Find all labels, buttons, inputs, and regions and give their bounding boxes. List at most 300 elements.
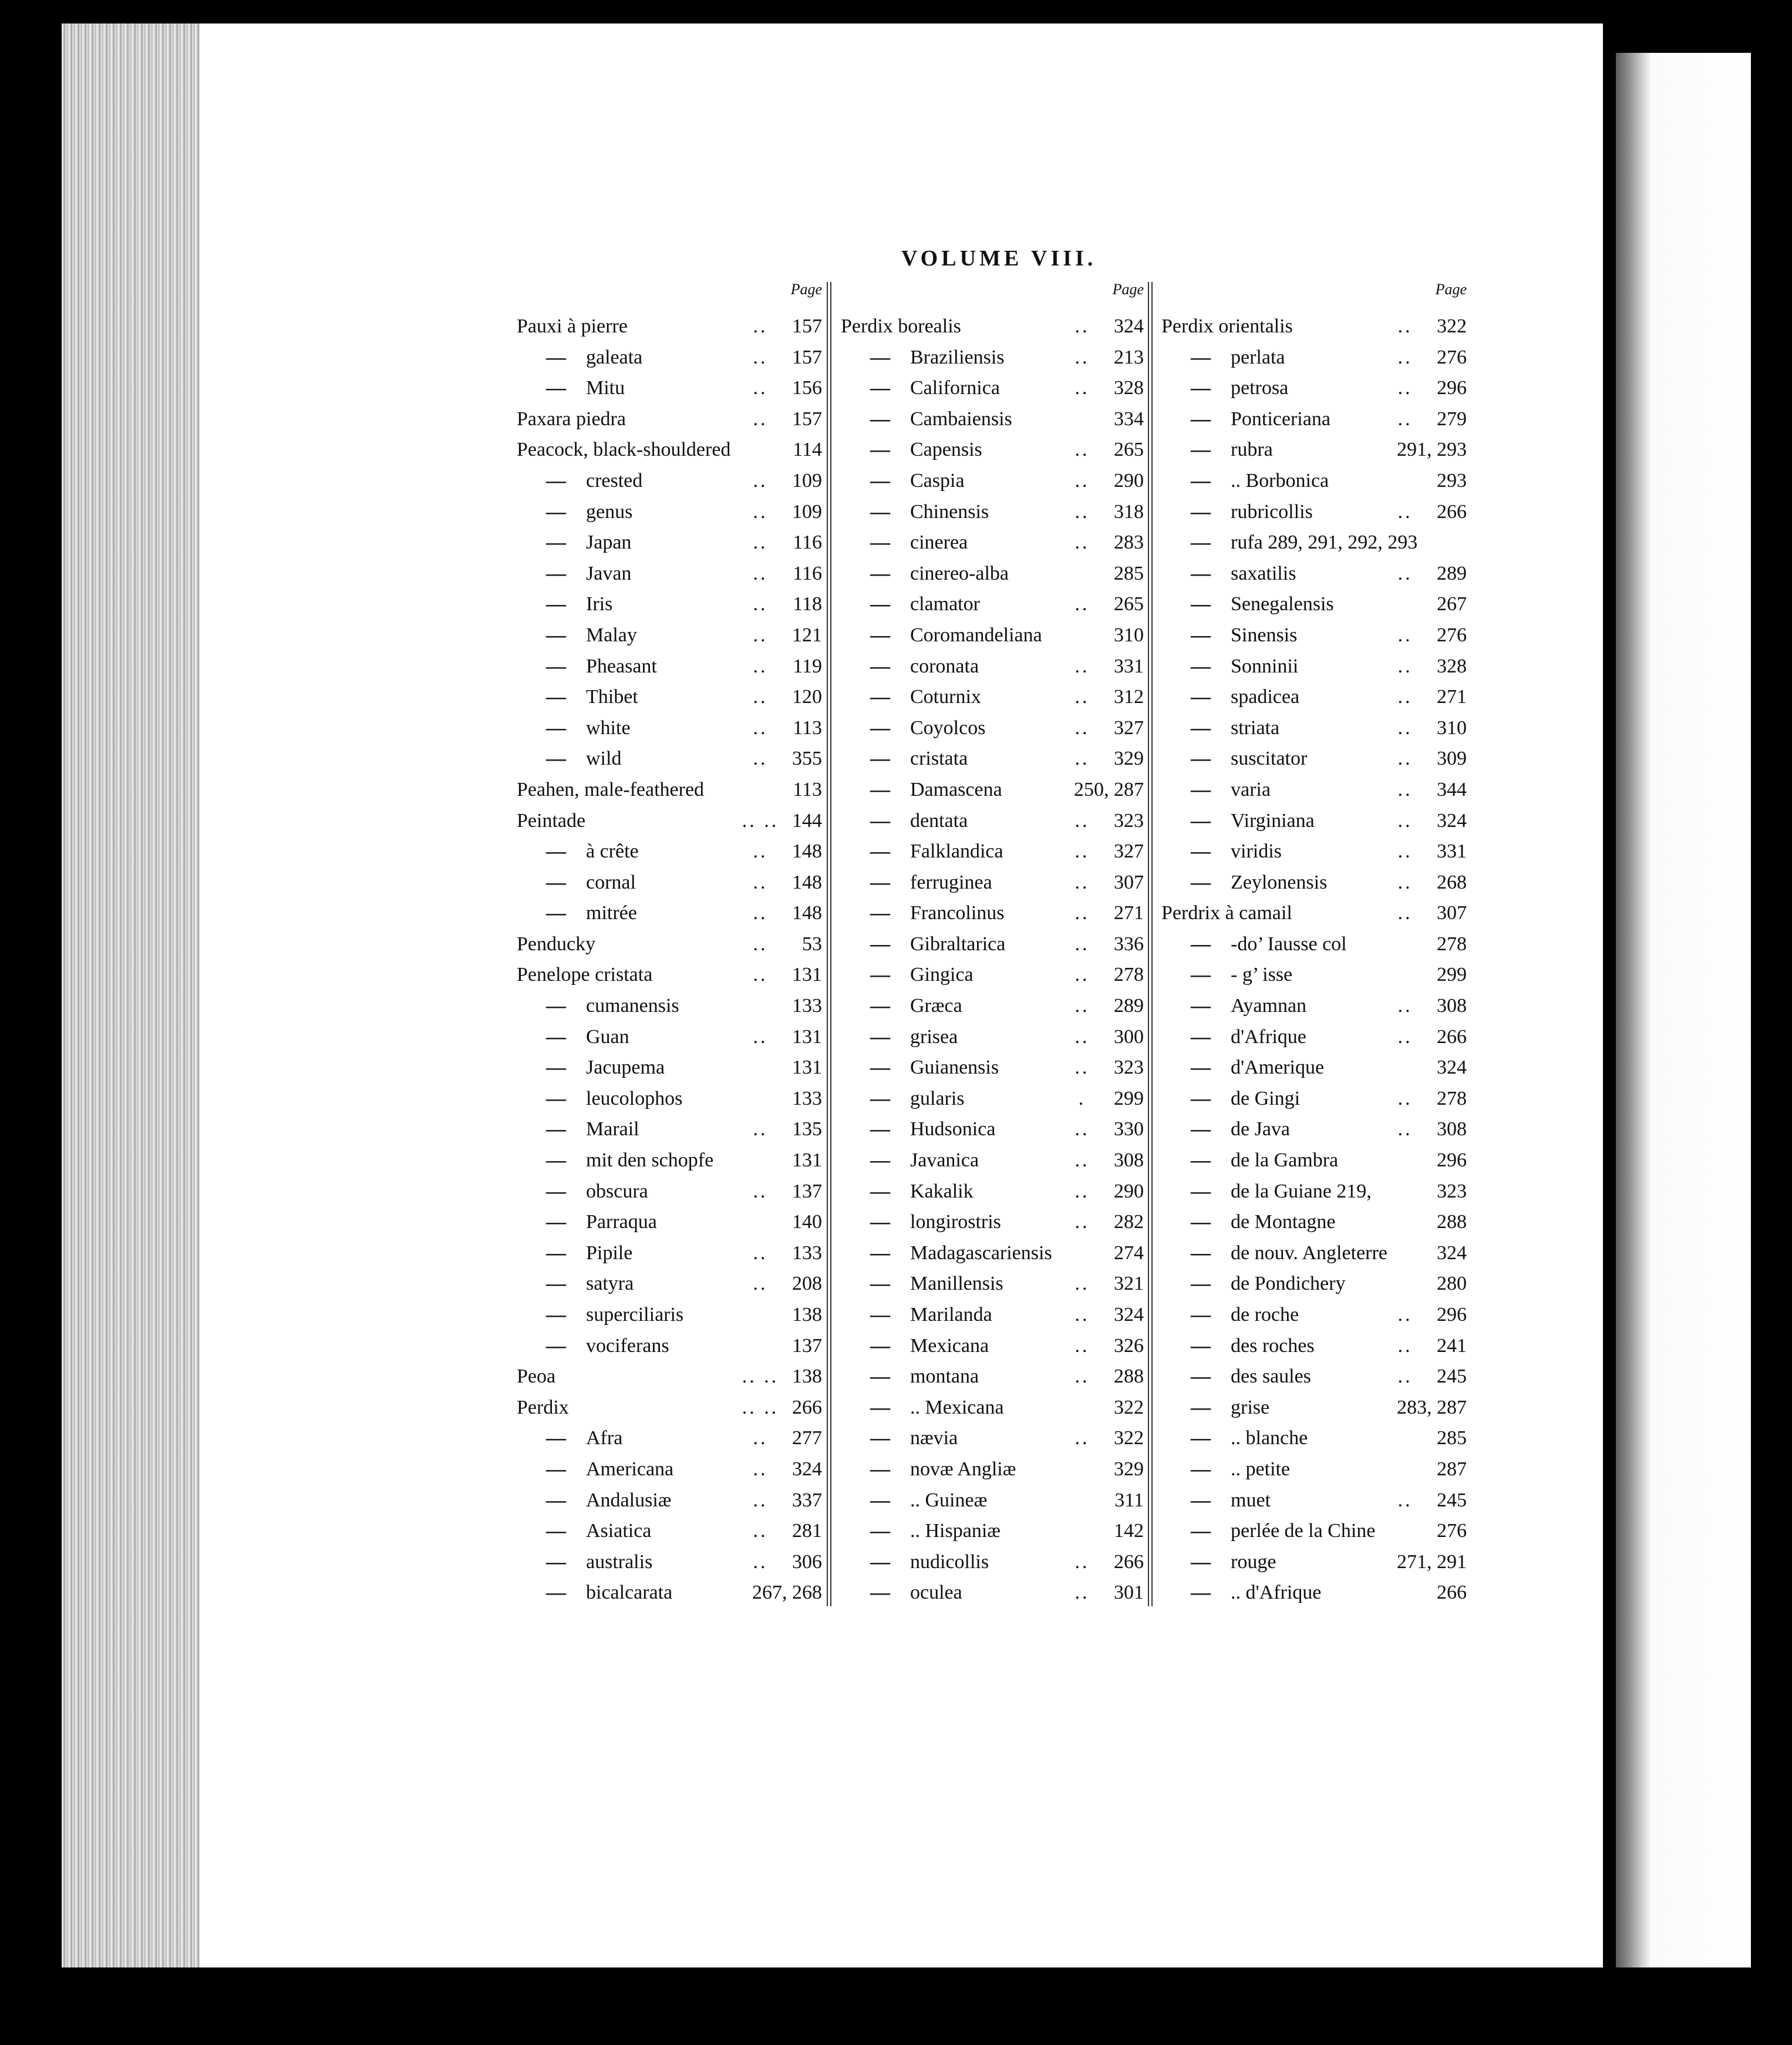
index-entry: [1161, 713, 1467, 744]
entry-term: — Zeylonensis: [1161, 867, 1327, 899]
entry-term: — novæ Angliæ: [841, 1454, 1016, 1485]
entry-term: — de la Gambra: [1161, 1145, 1338, 1176]
dot-leader: ..: [753, 500, 768, 523]
index-entry: [841, 1578, 1144, 1609]
entry-term: — oculea: [841, 1578, 962, 1609]
entry-term: Penducky: [517, 933, 596, 955]
index-entry: [517, 1207, 822, 1238]
page-number: 296: [1437, 377, 1467, 399]
entry-term: — -do’ Iausse col: [1161, 929, 1347, 960]
dot-leader: ..: [753, 1458, 768, 1480]
entry-term: — Ayamnan: [1161, 991, 1306, 1022]
adjacent-page-edge: [1616, 53, 1751, 1967]
index-entry: [517, 1485, 822, 1516]
dot-leader: ..: [753, 469, 768, 492]
page-number: 289: [1114, 995, 1144, 1017]
page-number: 271: [1437, 686, 1467, 708]
index-entry: [841, 435, 1144, 466]
index-entry: [1161, 466, 1467, 497]
dot-leader: ..: [1397, 871, 1413, 893]
page-number: 299: [1114, 1087, 1144, 1109]
index-column-2: [841, 276, 1144, 1606]
entry-term: — Damascena: [841, 775, 1002, 806]
dot-leader: ..: [753, 1550, 768, 1573]
dot-leader: ..: [753, 1520, 768, 1542]
entry-term: — .. Guineæ: [841, 1485, 987, 1516]
page-number: 53: [802, 933, 822, 955]
index-entry: [1161, 1300, 1467, 1331]
dot-leader: ..: [753, 562, 768, 584]
page-number: 278: [1114, 964, 1144, 986]
dot-leader: ..: [1397, 995, 1413, 1017]
page-number: 131: [792, 964, 822, 986]
page-number: 281: [792, 1520, 822, 1542]
page-number: 288: [1437, 1211, 1467, 1233]
page-number: 266: [1437, 1025, 1467, 1048]
index-entry: [841, 1176, 1144, 1208]
entry-term: — nudicollis: [841, 1547, 989, 1578]
entry-term: — muet: [1161, 1485, 1271, 1516]
index-entry: [517, 404, 822, 435]
index-entry: [841, 559, 1144, 590]
entry-term: — Afra: [517, 1423, 622, 1454]
dot-leader: ..: [753, 964, 768, 986]
index-entry: [517, 1022, 822, 1053]
dot-leader: ..: [753, 1273, 768, 1295]
dot-leader: ..: [1397, 1365, 1413, 1388]
index-column-1: [517, 276, 822, 1606]
index-entry: [517, 651, 822, 682]
index-entry: [1161, 1145, 1467, 1176]
page-number: 308: [1437, 995, 1467, 1017]
dot-leader: ..: [1074, 964, 1090, 986]
entry-term: — Ponticeriana: [1161, 404, 1330, 435]
dot-leader: ..: [1397, 408, 1413, 430]
page-number: 113: [793, 778, 822, 800]
index-entry: [517, 373, 822, 404]
entry-term: — Californica: [841, 373, 1000, 404]
index-entry: [1161, 404, 1467, 435]
entry-term: — spadicea: [1161, 682, 1299, 713]
page-number: 276: [1437, 1520, 1467, 1542]
entry-term: — cinereo-alba: [841, 559, 1009, 590]
dot-leader: ..: [1074, 809, 1090, 832]
entry-term: Pauxi à pierre: [517, 315, 628, 337]
page-number: 265: [1114, 439, 1144, 461]
dot-leader: ..: [753, 1180, 768, 1202]
dot-leader: ..: [1074, 593, 1090, 615]
dot-leader: ..: [1397, 1118, 1413, 1141]
page-column-header: Page: [790, 281, 822, 298]
entry-term: — Cambaiensis: [841, 404, 1012, 435]
dot-leader: ..: [1074, 1550, 1090, 1573]
entry-term: — Marail: [517, 1114, 639, 1145]
entry-term: — Sinensis: [1161, 620, 1297, 651]
page-number: 324: [1114, 315, 1144, 337]
page-number: 148: [792, 840, 822, 863]
dot-leader: ..: [753, 933, 768, 955]
page-number: 296: [1437, 1149, 1467, 1172]
index-entry: [841, 1331, 1144, 1362]
entry-term: — Senegalensis: [1161, 589, 1334, 620]
dot-leader: ..: [1074, 1365, 1090, 1388]
entry-term: — Gingica: [841, 960, 974, 991]
page-number: 310: [1114, 624, 1144, 646]
entry-term: — longirostris: [841, 1207, 1001, 1238]
entry-term: — Mitu: [517, 373, 625, 404]
page-number: 119: [793, 655, 822, 677]
dot-leader: ..: [1397, 1489, 1413, 1511]
entry-term: — .. Hispaniæ: [841, 1516, 1001, 1547]
dot-leader: .: [1078, 1087, 1086, 1109]
page-number: 131: [792, 1057, 822, 1079]
dot-leader: ..: [1397, 315, 1413, 337]
page-number: 266: [1437, 500, 1467, 523]
index-entry: [841, 620, 1144, 651]
index-entry: [841, 466, 1144, 497]
index-entry: [517, 713, 822, 744]
entry-term: — Falklandica: [841, 836, 1003, 867]
dot-leader: ..: [1074, 1304, 1090, 1326]
dot-leader: ..: [1397, 717, 1413, 739]
index-entry: [841, 1022, 1144, 1053]
page-number: 307: [1437, 902, 1467, 924]
entry-term: — Mexicana: [841, 1331, 989, 1362]
index-entry: [1161, 527, 1467, 559]
entry-term: — genus: [517, 497, 632, 528]
entry-term: Perdix borealis: [841, 315, 961, 337]
dot-leader: ..: [1397, 655, 1413, 677]
page-number: 157: [792, 408, 822, 430]
page-number: 278: [1437, 933, 1467, 955]
dot-leader: ..: [753, 1242, 768, 1264]
dot-leader: ..: [753, 871, 768, 893]
index-entry: [1161, 960, 1467, 991]
index-entry: [841, 775, 1144, 806]
index-entry: [841, 651, 1144, 682]
page-number: 323: [1114, 809, 1144, 832]
index-entry: [841, 713, 1144, 744]
index-entry: [1161, 775, 1467, 806]
index-entry: [1161, 1331, 1467, 1362]
index-entry: [1161, 1238, 1467, 1269]
entry-term: — Iris: [517, 589, 612, 620]
page-number: 307: [1114, 871, 1144, 893]
index-entry: [1161, 1114, 1467, 1145]
page-number: 118: [793, 593, 822, 615]
index-entry: [517, 1331, 822, 1362]
page-number: 337: [792, 1489, 822, 1511]
dot-leader: ..: [1397, 809, 1413, 832]
entry-term: — wild: [517, 744, 621, 775]
index-entry: [841, 867, 1144, 899]
index-entry: [1161, 1454, 1467, 1485]
index-entry: [841, 1052, 1144, 1084]
index-entry: [1161, 651, 1467, 682]
page-number: 310: [1437, 717, 1467, 739]
entry-term: — Japan: [517, 527, 631, 559]
entry-term: — Thibet: [517, 682, 638, 713]
page-number: 309: [1437, 748, 1467, 770]
index-entry: [517, 1454, 822, 1485]
dot-leader: ..: [1074, 686, 1090, 708]
entry-term: — leucolophos: [517, 1084, 682, 1115]
index-entry: [517, 806, 822, 837]
page-number: 324: [792, 1458, 822, 1480]
dot-leader: ..: [1074, 1025, 1090, 1048]
entry-term: — de la Guiane 219,: [1161, 1176, 1372, 1208]
index-entry: [1161, 311, 1467, 342]
entry-term: — Guianensis: [841, 1052, 999, 1084]
page-number: 330: [1114, 1118, 1144, 1141]
entry-term: Peintade: [517, 809, 586, 832]
dot-leader: ..: [1074, 1582, 1090, 1604]
dot-leader: ..: [753, 717, 768, 739]
dot-leader: ..: [1074, 377, 1090, 399]
page-number: 308: [1437, 1118, 1467, 1141]
page-number: 329: [1114, 748, 1144, 770]
entry-term: — ferruginea: [841, 867, 992, 899]
entry-term: — australis: [517, 1547, 652, 1578]
page-number: 135: [792, 1118, 822, 1141]
index-entry: [517, 1516, 822, 1547]
entry-term: — galeata: [517, 342, 642, 374]
entry-term: — Jacupema: [517, 1052, 665, 1084]
dot-leader: ..: [1074, 1427, 1090, 1449]
dot-leader: ..: [1074, 1273, 1090, 1295]
entry-term: — Parraqua: [517, 1207, 657, 1238]
dot-leader: ..: [753, 1118, 768, 1141]
dot-leader: ..: [1074, 655, 1090, 677]
page-number: 144: [792, 809, 822, 832]
page-number: 208: [792, 1273, 822, 1295]
entry-term: — .. d'Afrique: [1161, 1578, 1321, 1609]
page-number: 114: [793, 439, 822, 461]
dot-leader: ..: [753, 1427, 768, 1449]
dot-leader: ..: [753, 315, 768, 337]
page-number: 283: [1114, 532, 1144, 554]
page-number: 271: [1114, 902, 1144, 924]
page-number: 266: [1114, 1550, 1144, 1573]
page-number: 142: [1114, 1520, 1144, 1542]
page-number: 148: [792, 871, 822, 893]
dot-leader: ..: [753, 1489, 768, 1511]
entry-term: — mitrée: [517, 898, 637, 929]
index-entry: [1161, 559, 1467, 590]
entry-term: Penelope cristata: [517, 964, 653, 986]
index-entry: [517, 1423, 822, 1454]
page-number: 289: [1437, 562, 1467, 584]
entry-term: — Manillensis: [841, 1269, 1003, 1300]
index-entry: [517, 1238, 822, 1269]
page-number: 266: [792, 1396, 822, 1418]
index-entry: [1161, 497, 1467, 528]
page-number: 288: [1114, 1365, 1144, 1388]
page-number: 344: [1437, 778, 1467, 800]
index-entry: [517, 342, 822, 374]
entry-term: — suscitator: [1161, 744, 1307, 775]
index-entry: [1161, 867, 1467, 899]
page-number: 157: [792, 315, 822, 337]
page-number: 138: [792, 1365, 822, 1388]
page-number: 324: [1114, 1304, 1144, 1326]
index-entry: [517, 682, 822, 713]
book-page-edges: [62, 23, 203, 1967]
index-entry: [1161, 1547, 1467, 1578]
dot-leader: .. ..: [742, 1365, 779, 1388]
dot-leader: ..: [1397, 1304, 1413, 1326]
dot-leader: ..: [1397, 562, 1413, 584]
page-number: 133: [792, 1242, 822, 1264]
page-number: 322: [1114, 1427, 1144, 1449]
page-number: 245: [1437, 1489, 1467, 1511]
page-number: 109: [792, 500, 822, 523]
index-entry: [517, 991, 822, 1022]
index-entry: [841, 311, 1144, 342]
page-number: 116: [793, 532, 822, 554]
dot-leader: ..: [1074, 346, 1090, 368]
entry-term: — saxatilis: [1161, 559, 1296, 590]
index-entry: [1161, 806, 1467, 837]
dot-leader: ..: [1397, 778, 1413, 800]
entry-term: — Chinensis: [841, 497, 989, 528]
index-entry: [1161, 1393, 1467, 1424]
index-entry: [841, 929, 1144, 960]
entry-term: — Caspia: [841, 466, 965, 497]
index-entry: [1161, 373, 1467, 404]
index-entry: [1161, 1052, 1467, 1084]
page-number: 138: [792, 1304, 822, 1326]
entry-term: — Pheasant: [517, 651, 657, 682]
entry-term: — Gibraltarica: [841, 929, 1005, 960]
entry-term: — superciliaris: [517, 1300, 683, 1331]
entry-term: — cinerea: [841, 527, 968, 559]
index-entry: [517, 775, 822, 806]
page-number: 290: [1114, 469, 1144, 492]
page-number: 276: [1437, 624, 1467, 646]
page-number: 323: [1114, 1057, 1144, 1079]
index-entry: [841, 1238, 1144, 1269]
dot-leader: ..: [1074, 995, 1090, 1017]
dot-leader: ..: [1074, 1057, 1090, 1079]
volume-title: VOLUME VIII.: [901, 246, 1097, 271]
entry-term: — rubra: [1161, 435, 1273, 466]
index-entry: [1161, 1516, 1467, 1547]
page-number: 121: [792, 624, 822, 646]
page-number: 265: [1114, 593, 1144, 615]
index-entry: [841, 1547, 1144, 1578]
dot-leader: .. ..: [742, 1396, 779, 1418]
index-entry: [517, 929, 822, 960]
entry-term: — petrosa: [1161, 373, 1288, 404]
entry-term: — de roche: [1161, 1300, 1299, 1331]
entry-term: — Javan: [517, 559, 631, 590]
entry-term: — montana: [841, 1361, 979, 1393]
entry-term: — de Montagne: [1161, 1207, 1335, 1238]
entry-term: — crested: [517, 466, 642, 497]
index-entry: [841, 836, 1144, 867]
entry-term: — Kakalik: [841, 1176, 974, 1208]
dot-leader: ..: [753, 593, 768, 615]
page-number: 276: [1437, 346, 1467, 368]
index-entry: [1161, 1423, 1467, 1454]
entry-term: — Græca: [841, 991, 962, 1022]
dot-leader: ..: [1397, 500, 1413, 523]
entry-term: — Andalusiæ: [517, 1485, 671, 1516]
index-entry: [1161, 620, 1467, 651]
entry-term: — à crête: [517, 836, 639, 867]
entry-term: — rouge: [1161, 1547, 1276, 1578]
entry-term: — grise: [1161, 1393, 1269, 1424]
entry-term: — perlata: [1161, 342, 1285, 374]
entry-term: — Virginiana: [1161, 806, 1315, 837]
entry-term: — coronata: [841, 651, 979, 682]
entry-term: — Marilanda: [841, 1300, 992, 1331]
dot-leader: ..: [753, 686, 768, 708]
page-number: 156: [792, 377, 822, 399]
dot-leader: ..: [1074, 1149, 1090, 1172]
index-column-3: [1161, 276, 1467, 1606]
dot-leader: ..: [1074, 717, 1090, 739]
index-entry: [517, 559, 822, 590]
index-entry: [841, 342, 1144, 374]
entry-term: — cornal: [517, 867, 636, 899]
page-number: 293: [1437, 469, 1467, 492]
entry-term: — bicalcarata: [517, 1578, 672, 1609]
index-entry: [1161, 1361, 1467, 1393]
dot-leader: ..: [1397, 377, 1413, 399]
page-number: 131: [792, 1025, 822, 1048]
page-number: 326: [1114, 1334, 1144, 1357]
index-entry: [1161, 898, 1467, 929]
page-number: 327: [1114, 717, 1144, 739]
dot-leader: ..: [1397, 624, 1413, 646]
page-number: 213: [1114, 346, 1144, 368]
index-entry: [1161, 744, 1467, 775]
page-number: 116: [793, 562, 822, 584]
page-number: 271, 291: [1397, 1550, 1467, 1573]
page-number: 133: [792, 1087, 822, 1109]
entry-term: — dentata: [841, 806, 968, 837]
page-number: 266: [1437, 1582, 1467, 1604]
index-entry: [517, 867, 822, 899]
entry-term: — nævia: [841, 1423, 958, 1454]
entry-term: Perdrix à camail: [1161, 902, 1292, 924]
entry-term: — .. Mexicana: [841, 1393, 1004, 1424]
index-entry: [517, 1052, 822, 1084]
dot-leader: ..: [1397, 1025, 1413, 1048]
index-entry: [1161, 1084, 1467, 1115]
entry-term: — Braziliensis: [841, 342, 1005, 374]
index-entry: [841, 1145, 1144, 1176]
entry-term: — Francolinus: [841, 898, 1005, 929]
entry-term: — Americana: [517, 1454, 673, 1485]
page-number: 300: [1114, 1025, 1144, 1048]
entry-term: — obscura: [517, 1176, 648, 1208]
dot-leader: ..: [753, 840, 768, 863]
entry-term: — de Java: [1161, 1114, 1290, 1145]
index-entry: [517, 1114, 822, 1145]
entry-term: Perdix: [517, 1396, 569, 1418]
dot-leader: ..: [1074, 902, 1090, 924]
index-entry: [517, 960, 822, 991]
page-number: 278: [1437, 1087, 1467, 1109]
entry-term: — des saules: [1161, 1361, 1311, 1393]
page-number: 133: [792, 995, 822, 1017]
page-number: 250, 287: [1074, 778, 1144, 800]
dot-leader: .. ..: [742, 809, 779, 832]
index-entry: [517, 1547, 822, 1578]
